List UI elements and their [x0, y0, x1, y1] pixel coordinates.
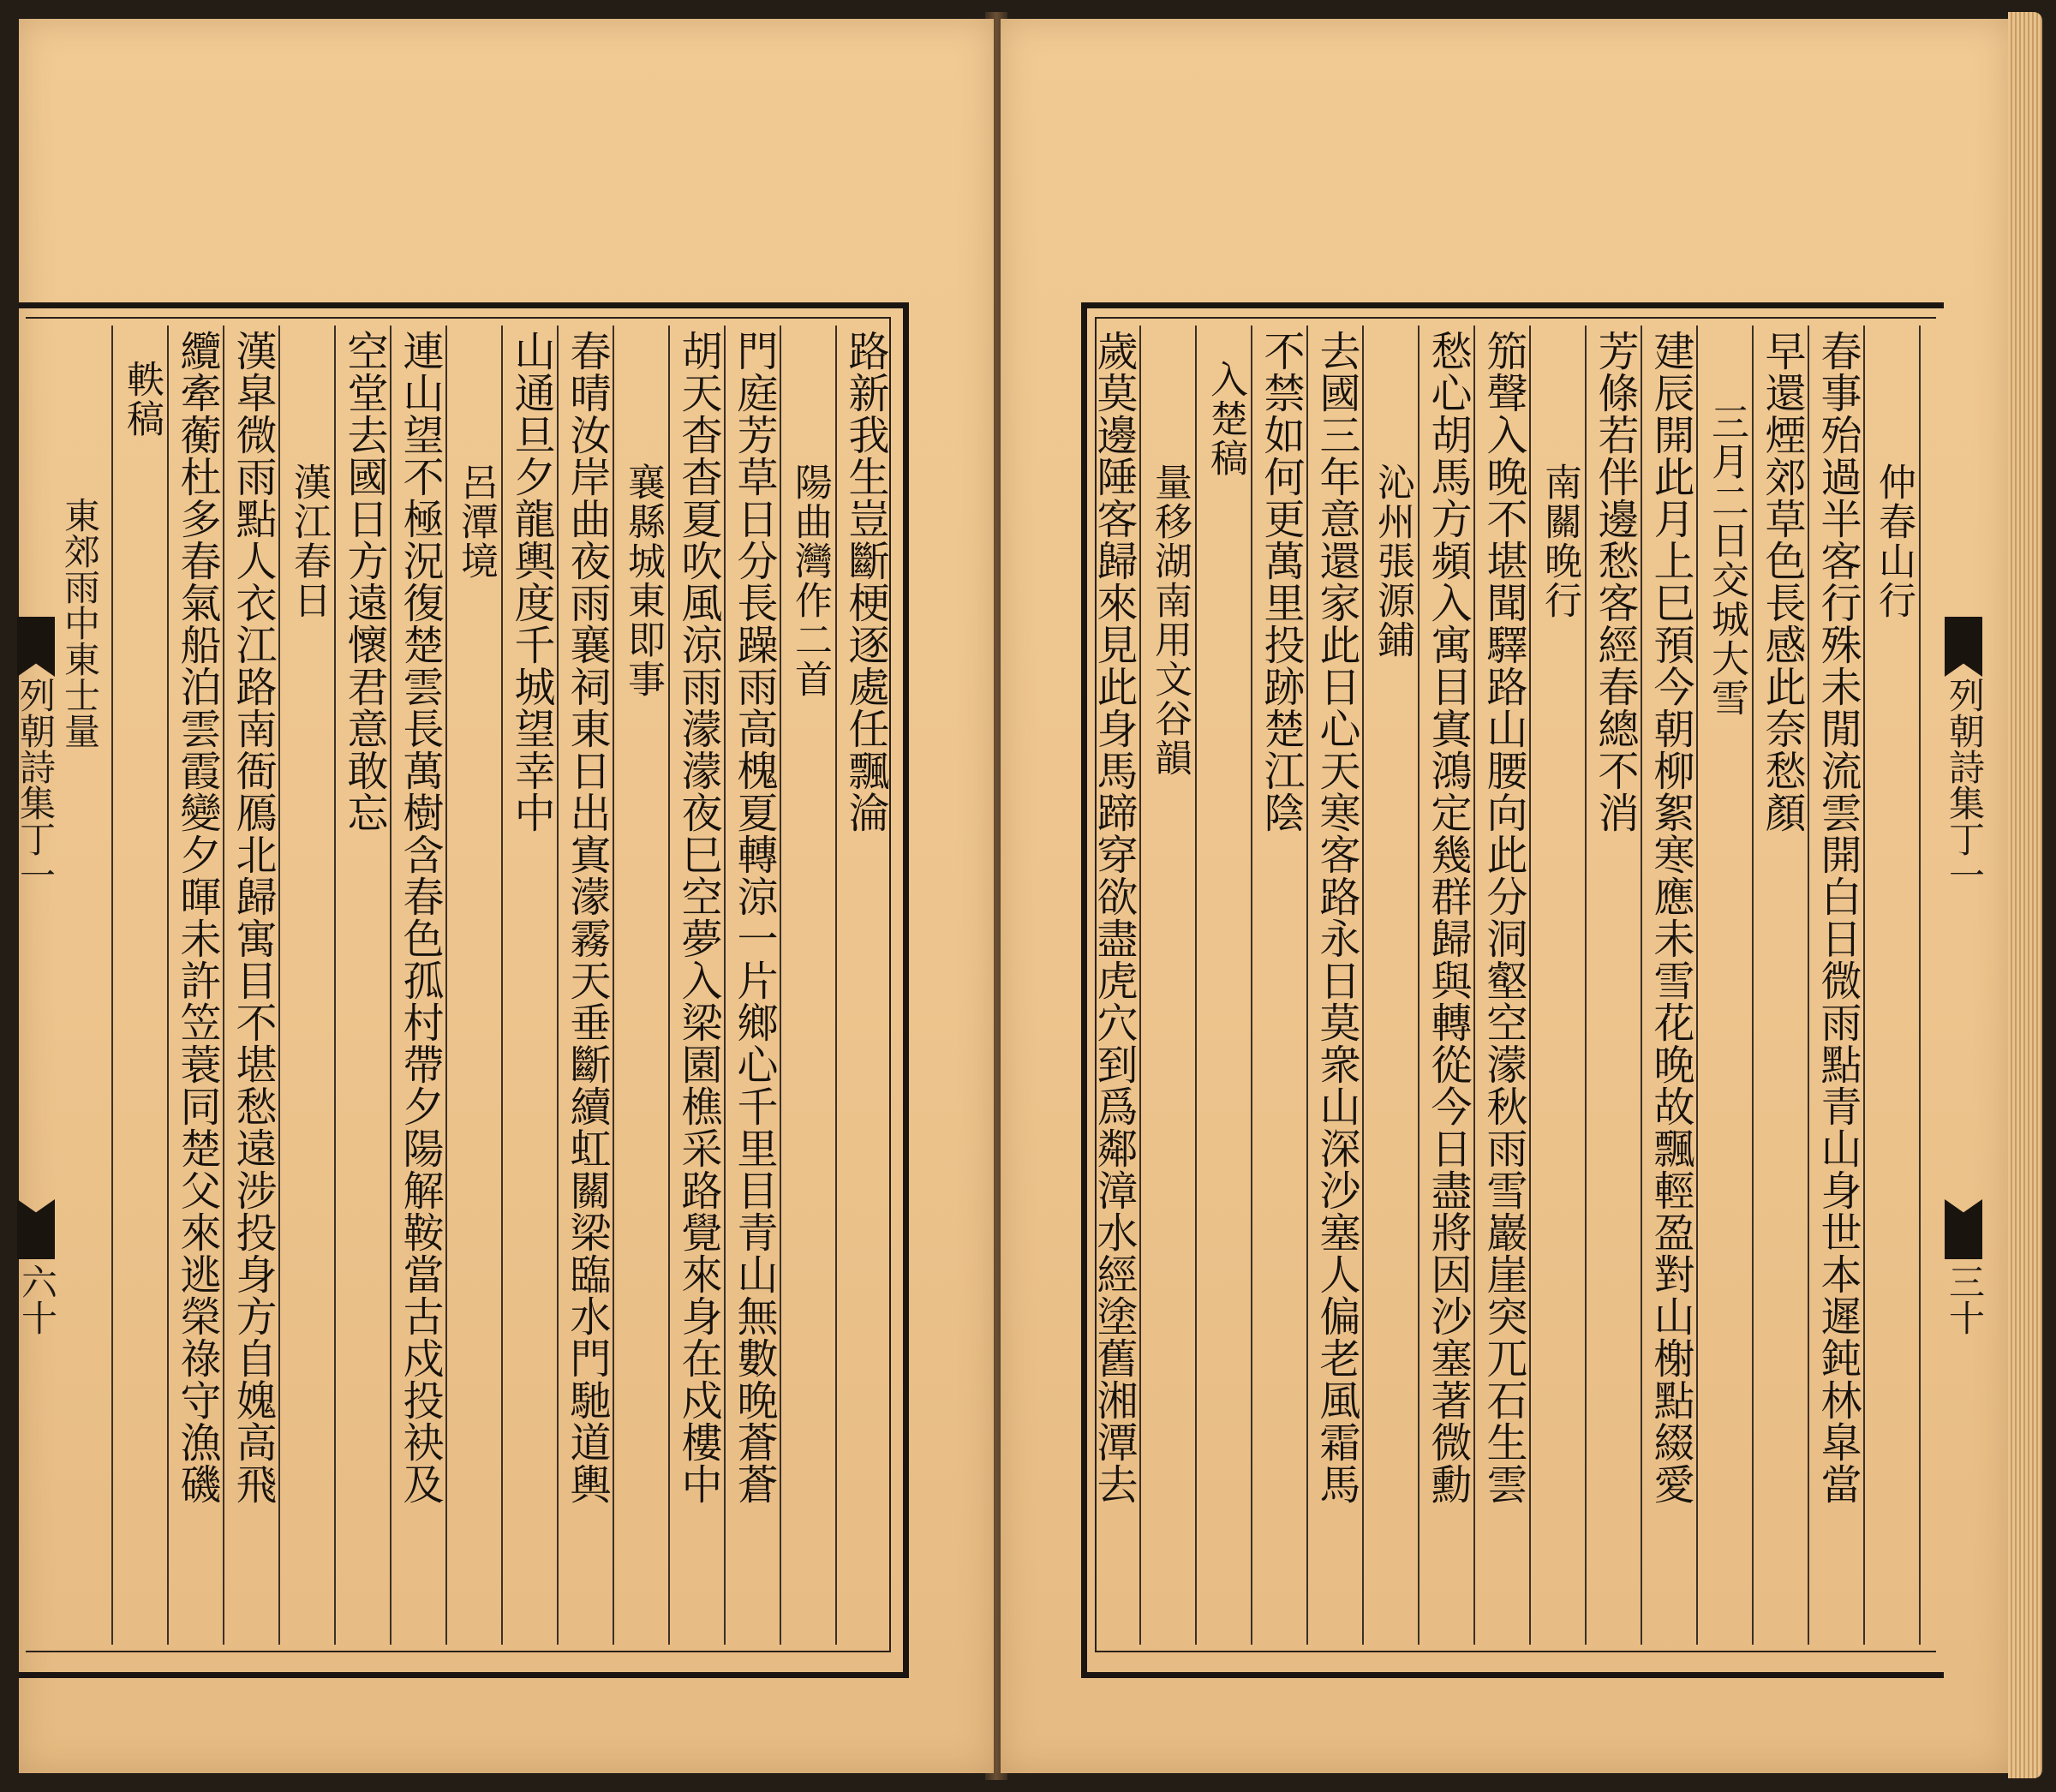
poem-title: 呂潭境 — [454, 463, 498, 581]
text-column: 門庭芳草日分長躁雨高槐夏轉涼一片鄉心千里目青山無數晚蒼蒼 — [730, 330, 778, 1505]
text-column: 芳條若伴邊愁客經春總不消 — [1591, 330, 1639, 833]
text-column: 路新我生豈斷梗逐處任飄淪 — [841, 330, 889, 833]
column-rule — [278, 326, 280, 1645]
margin-book-title: 列朝詩集丁一 — [15, 677, 57, 893]
column-rule — [835, 326, 837, 1645]
poem-title: 漢江春日 — [287, 463, 331, 620]
column-rule — [390, 326, 391, 1645]
column-rule — [1195, 326, 1197, 1645]
column-rule — [1585, 326, 1587, 1645]
text-column: 纜牽蘅杜多春氣船泊雲霞變夕暉未許笠蓑同楚父來逃榮祿守漁磯 — [173, 330, 221, 1505]
column-rule — [1808, 326, 1809, 1645]
page-fore-edge — [2008, 12, 2042, 1778]
poem-title: 量移湖南用文谷韻 — [1148, 463, 1192, 778]
column-rule — [1641, 326, 1642, 1645]
column-rule — [1752, 326, 1754, 1645]
text-column: 山通旦夕龍輿度千城望幸中 — [507, 330, 555, 833]
column-rule — [1251, 326, 1252, 1645]
page-number: 六十 — [16, 1263, 58, 1335]
column-rule — [445, 326, 447, 1645]
section-heading: 入楚稿 — [1204, 360, 1247, 478]
poem-title: 沁州張源鋪 — [1371, 463, 1414, 660]
column-rule — [501, 326, 503, 1645]
column-rule — [1473, 326, 1475, 1645]
column-rule — [1529, 326, 1531, 1645]
column-rule — [167, 326, 169, 1645]
column-rule — [1418, 326, 1419, 1645]
column-rule — [223, 326, 224, 1645]
column-rule — [1139, 326, 1141, 1645]
section-heading: 軼稿 — [120, 360, 164, 439]
next-poem-title: 東郊雨中東士量 — [59, 497, 101, 749]
text-column: 愁心胡馬方頻入寓目寘鴻定幾群歸與轉從今日盡將因沙塞著微勳 — [1424, 330, 1472, 1505]
text-column: 空堂去國日方遠懷君意敢忘 — [340, 330, 388, 833]
column-rule — [780, 326, 781, 1645]
column-rule — [1919, 326, 1921, 1645]
text-column: 春晴汝岸曲夜雨襄祠東日出寘濛霧天垂斷續虹關梁臨水門馳道輿 — [563, 330, 611, 1505]
column-rule — [334, 326, 336, 1645]
text-column: 春事殆過半客行殊未閒流雲開白日微雨點青山身世本遲鈍林皐當 — [1814, 330, 1862, 1505]
text-column: 漢皐微雨點人衣江路南衙鴈北歸寓目不堪愁遠涉投身方自媿高飛 — [229, 330, 277, 1505]
column-rule — [1696, 326, 1698, 1645]
column-rule — [111, 326, 113, 1645]
column-rule — [1362, 326, 1364, 1645]
column-rule — [668, 326, 670, 1645]
text-column: 笳聲入晚不堪聞驛路山腰向此分洞壑空濛秋雨雪巖崖突兀石生雲 — [1479, 330, 1527, 1505]
text-column: 早還煙郊草色長感此奈愁顏 — [1758, 330, 1806, 833]
text-column: 不禁如何更萬里投跡楚江陰 — [1257, 330, 1305, 833]
poem-title: 仲春山行 — [1872, 463, 1916, 620]
column-rule — [613, 326, 614, 1645]
column-rule — [557, 326, 559, 1645]
column-rule — [1306, 326, 1308, 1645]
column-rule — [1863, 326, 1865, 1645]
column-rule — [724, 326, 726, 1645]
page-number: 三十 — [1944, 1263, 1986, 1335]
text-column: 歲莫邊陲客歸來見此身馬蹄穿欲盡虎穴到爲鄰漳水經塗舊湘潭去 — [1090, 330, 1138, 1505]
text-column: 去國三年意還家此日心天寒客路永日莫衆山深沙塞人偏老風霜馬 — [1312, 330, 1360, 1505]
poem-title: 陽曲灣作二首 — [788, 463, 832, 699]
poem-title: 南關晚行 — [1538, 463, 1581, 620]
poem-title: 三月二日交城大雪 — [1705, 403, 1748, 718]
text-column: 建辰開此月上巳預今朝柳絮寒應未雪花晚故飄輕盈對山榭點綴愛 — [1647, 330, 1694, 1505]
text-column: 胡天杳杳夏吹風涼雨濛濛夜巳空夢入梁園樵采路覺來身在戍樓中 — [674, 330, 722, 1505]
poem-title: 襄縣城東即事 — [621, 463, 665, 699]
margin-book-title: 列朝詩集丁一 — [1944, 677, 1986, 893]
text-column: 連山望不極況復楚雲長萬樹含春色孤村帶夕陽解鞍當古戍投袂及 — [396, 330, 444, 1505]
